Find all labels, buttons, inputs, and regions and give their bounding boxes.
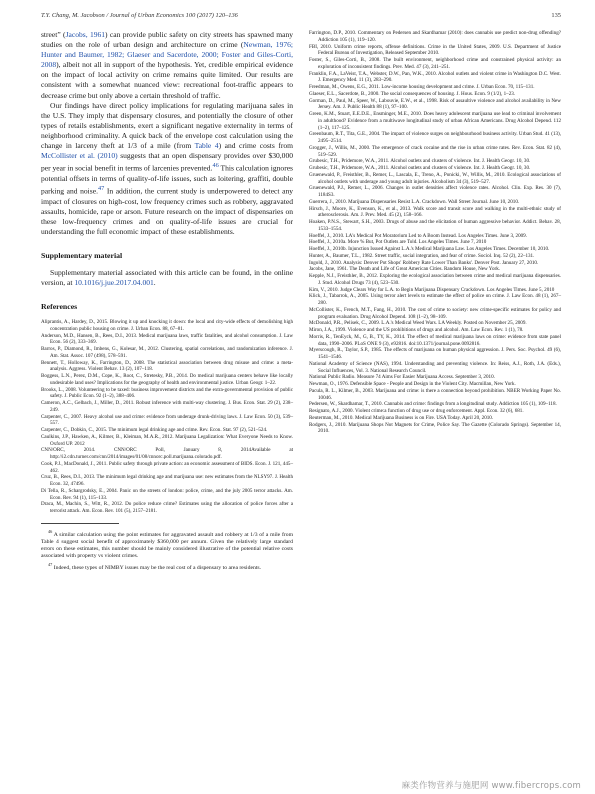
right-column <box>309 30 561 435</box>
reference-entry: Jacobs, Jane, 1961. The Death and Life of Great American Cities. Random House, New York. <box>309 266 501 273</box>
reference-entry: Guerrera, J., 2010. Marijuana Dispensaries Resist L.A. Crackdown. Wall Street Journal. June 10, 2010. <box>309 198 520 205</box>
running-header <box>41 12 561 24</box>
reference-entry: Gorman, D., Paul, M., Speer, W., Labouvie, E.W., et al., 1998. Risk of assaultive violence and alcohol availability in New Jersey. Am. J. Public Health 88 (1), 97–100. <box>309 97 561 111</box>
text-run: In addition, the current study is underpowered to detect any impact of closures on high-cost, low frequency crimes such as robbery, aggravated assaults, homicide, rape or arson. Future research on the impact of dispensaries on these low-frequency crimes and on quality-of-life issues are crucial for understanding the full economic impact of these establishments. <box>41 186 293 236</box>
footnote-number: 47 <box>48 561 53 567</box>
site-watermark: 麻类作物营养与施肥网 www.fibercrops.com <box>401 781 581 791</box>
references-list-right <box>309 30 561 435</box>
reference-entry: Gruenewald, P.J., Remer, L., 2006. Changes in outlet densities affect violence rates. Alcohol. Clin. Exp. Res. 30 (7), 1184S3. <box>309 185 561 198</box>
reference-entry: Kepple, N.J., Freisthler, B., 2012. Exploring the ecological association between crime and medical marijuana dispensaries. J. Stud. Alcohol Drugs 73 (4), 523–530. <box>309 273 561 286</box>
text-run: street” ( <box>41 30 66 39</box>
supplementary-text-block <box>41 268 293 288</box>
reference-entry: Pacula, R. L., Kilmer, B., 2003. Marijuana and crime: is there a connection beyond prohibition. NBER Working Paper No. 10046. <box>309 387 561 401</box>
reference-entry: Grubesic, T.H., Pridemore, W.A., 2011. Alcohol outlets and clusters of violence. Int. J. Health Geogr. 10, 30. <box>309 165 531 171</box>
reference-entry: Reuterman, M., 2010. Medical Marijuana Business is on Fire. USA Today. April 20, 2010. <box>309 414 494 421</box>
text-run: Our findings have direct policy implications for regulating marijuana sales in the U.S. They imply that dispensary closures, and potentially the closure of other types of retails establishments, exert a significant negative externality in terms of neighborhood criminality. A quick back of the envelope cost calculation using the change in larceny theft at 1/3 of a mile (from <box>41 100 293 151</box>
reference-entry: Aliprantis, A., Hardey, D., 2015. Blowing it up and knocking it down: the local and city-wide effects of demolishing high concentration public housing on crime. J. Urban Econ. 88, 67–81. <box>41 319 293 332</box>
reference-entry: Bennett, T., Holloway, K., Farrington, D., 2008. The statistical association between drug misuse and crime: a meta-analysis. Aggress. Violent Behav. 13 (2), 107–118. <box>41 359 293 373</box>
references-heading: References <box>41 302 78 312</box>
reference-entry: Gruenewald, P., Freisthler, B., Remer, L., Lascala, E., Treno, A., Ponicki, W., Willis, M., 2010. Ecological associations of alcohol outlets with underage and young adult injuries. Alcoholism 34 (3), 519–527. <box>309 171 561 185</box>
footnotes <box>41 528 293 572</box>
reference-entry: Kim, V., 2010. Judge Clears Way for L.A. to Begin Marijuana Dispensary Crackdown. Los Angeles Times. June 5, 2010 <box>309 286 555 293</box>
citation-link[interactable]: McCollister et al. (2010) <box>41 151 118 161</box>
reference-entry: Di Tella, R., Schargrodsky, E., 2004. Panic on the streets of london: police, crime, and the july 2005 terror attacks. Am. Econ. Rev. 94 (1), 115–133. <box>41 487 293 501</box>
reference-entry: Freedman, M., Owens, E.G., 2011. Low-income housing development and crime. J. Urban Econ. 70, 115–131. <box>309 84 535 90</box>
footnote-marker[interactable]: 47 <box>97 184 105 192</box>
reference-entry: Hoeffel, J., 2010. LA's Medical Pot Moratorium Led to A Boom Instead. Los Angeles Times. June 3, 2009. <box>309 232 528 239</box>
reference-entry: Pedersen, W., Skardhamar, T., 2010. Cannabis and crime: findings from a longitudinal study. Addiction 105 (1), 109–118. <box>309 401 557 408</box>
reference-entry: Cameron, A.C., Gelbach, J., Miller, D., 2011. Robust inference with multi-way clustering. J. Bus. Econ. Stat. 29 (2), 238–249. <box>41 400 293 413</box>
citation-link[interactable]: 10.1016/j.jue.2017.04.001 <box>74 278 154 287</box>
page-number: 135 <box>551 12 561 19</box>
reference-entry: Caulkins, J.P., Hawken, A., Kilmer, B., Kleiman, M.A.R., 2012. Marijuana Legalization: What Everyone Needs to Know. Oxford UP. 2012 <box>41 433 293 447</box>
footnote-text: A similar calculation using the point estimates for aggravated assault and robbery at 1/3 of a mile from Table 4 suggest social benefit of approximately $360,000 per annum. Given the relatively large standard errors on these estimates, this number should be mainly considered illustrative of the potential relative costs associated with property vs violent crimes. <box>41 531 293 560</box>
reference-entry: Cruz, B., Rees, D.I., 2013. The minimum legal drinking age and marijuana use: new estimates from the NLSY97. J. Health Econ. 32, 47496. <box>41 474 293 488</box>
reference-entry: Barros, P., Diamond, R., Imbens, G., Kolesar, M., 2012. Clustering, spatial correlations, and randomization inference. J. Am. Stat. Assoc. 107 (498), 578–591. <box>41 346 293 359</box>
reference-entry: FBI, 2010. Uniform crime reports, offense definitions. Crime in the United States, 2009. U.S. Department of Justice Federal Bureau of Investigation, Released September 2010. <box>309 43 561 57</box>
body-text <box>41 30 293 237</box>
reference-entry: Hoeffel, J., 2010a. More % But, Pot Outlets are Told. Los Angeles Times. June 7, 2010 <box>309 239 487 246</box>
reference-entry: Hirsch, J., Moore, K., Evenson, K., et al., 2013. Walk score and transit score and walking in the multi-ethnic study of atherosclerosis. Am. J. Prev. Med. 45 (2), 158–166. <box>309 205 561 219</box>
reference-entry: Draca, M., Machin, S., Witt, R., 2012. Do police reduce crime? Estimates using the allocation of police forces after a terrorist attack. Am. Econ. Rev. 101 (5), 2157–2181. <box>41 501 293 515</box>
reference-entry: Morris, R., TenEyck, M., G, B., TY, K., 2014. The effect of medical marijuana laws on crime: evidence from state panel data, 1990–2006. PLoS ONE 9 (3), e92816. doi:10.1371/journal.pone.0092816. <box>309 333 561 347</box>
text-run: ), albeit not all in support of the hypothesis. Yet, credible empirical evidence on the impact of local activity on crime remains quite limited. Our results are consistent with a somewhat nuanced view: recreational foot-traffic appears to decrease crime but only above a certain threshold of traffic. <box>41 60 293 100</box>
reference-entry: Grogger, J., Willis, M., 2000. The emergence of crack cocaine and the rise in urban crime rates. Rev. Econ. Stat. 82 (4), 519–529. <box>309 144 561 158</box>
references-list-left <box>41 319 293 515</box>
footnote-46 <box>41 528 293 561</box>
text-run: ) can provide public safety on city streets has spawned many studies on the role of urban design and architecture on crime ( <box>41 30 293 50</box>
footnote-number: 46 <box>48 528 53 534</box>
citation-link[interactable]: Newman, 1976; Hunter and Baumer, 1982; Glaeser and Sacerdote, 2000; Foster and Giles-Corti, 2008 <box>41 40 294 70</box>
reference-entry: Ingold, J., 2010. Analysis: Denver Pot Shops' Robbery Rate Lower Than Banks'. Denver Post. January 27, 2010. <box>309 259 539 266</box>
text-run: Supplementary material associated with this article can be found, in the online version, at <box>41 267 293 287</box>
reference-entry: Hunter, A., Baumer, T.L., 1982. Street traffic, social integration, and fear of crime. Sociol. Inq. 52 (2), 22–131. <box>309 252 535 259</box>
supplementary-paragraph <box>41 268 293 288</box>
reference-entry: McDonald, P.R., Pelisek, C., 2009. L.A.'s Medical Weed Wars. LA Weekly. Posted on November 25, 2009. <box>309 320 527 327</box>
reference-entry: Hoaken, P.N.S., Stewart, S.H., 2003. Drugs of abuse and the elicitation of human aggressive behavior. Addict. Behav. 28, 1533–1554. <box>309 219 561 232</box>
reference-entry: Boggess, L.N., Perez, D.M., Cope, K., Root, C., Stretesky, P.B., 2014. Do medical marijuana centers behave like locally undesirable land uses? Implications for the geography of health and environmental justice. Urban Geogr. 1–22. <box>41 373 293 386</box>
paragraph-street-design <box>41 30 293 101</box>
text-run: suggests that an open dispensary provides over $30,000 per year in social benefit in terms of larcenies prevented. <box>41 151 293 173</box>
citation-link[interactable]: Table 4 <box>194 141 219 151</box>
reference-entry: Carpenter, C., 2007. Heavy alcohol use and crime: evidence from underage drunk-driving laws. J. Law Econ. 50 (3), 539–557. <box>41 413 293 427</box>
reference-entry: Resignato, A.J., 2000. Violent crime:a function of drug use or drug enforcement. Appl. Econ. 32 (6), 681. <box>309 408 524 414</box>
footnote-text: Indeed, these types of NIMBY issues may be the real cost of a dispensary to area residents. <box>52 564 262 571</box>
reference-entry: Rodgers, J., 2010. Marijuana Shops Not Magnets for Crime, Police Say. The Gazette (Colorado Springs). September 14, 2010. <box>309 421 561 435</box>
reference-entry: Klick, J., Tabarrok, A., 2005. Using terror alert levels to estimate the effect of police on crime. J. Law Econ. 48 (1), 267–280. <box>309 293 561 306</box>
reference-entry: National Academy of Science (NAS), 1994. Understanding and preventing violence. In: Reiss, A.J., Roth, J.A. (Eds.), Social Influences, Vol. 3. National Research Council. <box>309 360 561 374</box>
reference-entry: Myerscough, R., Taylor, S.P., 1985. The effects of marijuana on human physical aggression. J. Pers. Soc. Psychol. 49 (6), 1541–1546. <box>309 347 561 360</box>
reference-entry: Carpenter, C., Dobkin, C., 2015. The minimum legal drinking age and crime. Rev. Econ. Stat. 97 (2), 521–524. <box>41 427 268 434</box>
reference-entry: Miron, J.A., 1999. Violence and the US prohibitions of drugs and alcohol. Am. Law Econ. Rev. 1 (1), 78. <box>309 327 524 333</box>
citation-link[interactable]: Jacobs, 1961 <box>65 30 106 39</box>
reference-entry: McCollister, K., French, M.T., Fang, H., 2010. The cost of crime to society: new crime-specific estimates for policy and program evaluation. Drug Alcohol Depend. 108 (1–2), 98–109. <box>309 306 561 320</box>
reference-entry: Franklin, F.A., LaVeist, T.A., Webster, D.W., Pan, W.K., 2010. Alcohol outlets and violent crime in Washington D.C. West. J. Emergency Med. 11 (3), 283–290. <box>309 70 561 84</box>
reference-entry: Glaeser, E.L., Sacerdote, B., 2000. The social consequences of housing. J. Hous. Econ. 9 (1/2), 1–23. <box>309 90 516 97</box>
reference-entry: Anderson, M.D., Hansen, B., Rees, D.I., 2013. Medical marijuana laws, traffic fatalities, and alcohol consumption. J. Law Econ. 56 (2), 333–369. <box>41 332 293 346</box>
footnote-divider <box>41 523 119 524</box>
reference-entry: Greenbaum, R.T., Tita, G.E., 2004. The impact of violence surges on neighbourhood business activity. Urban Stud. 41 (13), 2495–2514. <box>309 131 561 144</box>
text-run: . <box>153 278 156 287</box>
reference-entry: Farrington, D.P., 2010. Commentary on Pedersen and Skardhamar (2010): does cannabis use predict non-drug offending? Addiction 105 (1), 119–120. <box>309 30 561 43</box>
journal-citation: T.Y. Chang, M. Jacobson / Journal of Urban Economics 100 (2017) 120–136 <box>41 12 238 19</box>
reference-entry: Newman, O., 1976. Defensible Space - People and Design in the Violent City. Macmillan, New York. <box>309 381 516 387</box>
text-run: ) and crime costs from <box>218 141 293 151</box>
reference-entry: Grubesic, T.H., Pridemore, W.A., 2011. Alcohol outlets and clusters of violence. Int. J. Health Geogr. 10, 30. <box>309 158 531 165</box>
reference-entry: Green, K.M., Stuart, E.E.D.E., Ensminger, M.E., 2010. Does heavy adolescent marijuana use lead to criminal involvement in adulthood? Evidence from a multiwave longitudinal study of urban African Americans. Drug Alcohol Depend. 112 (1–2), 117–125. <box>309 111 561 131</box>
supplementary-heading: Supplementary material <box>41 250 123 260</box>
reference-entry: Foster, S., Giles-Corti, B., 2008. The built environment, neighborhood crime and constrained physical activity: an exploration of inconsistent findings. Prev. Med. 47 (3), 241–251. <box>309 57 561 70</box>
footnote-marker[interactable]: 46 <box>212 162 219 170</box>
reference-entry: CNN/ORC, 2014. CNN/ORC Poll, January 8, 2014Available at http://i2.cdn.turner.com/cnn/2014/images/01/08/cnnorc.poll.marijuana.colorado.pdf. <box>41 447 293 461</box>
reference-entry: Brooks, L., 2008. Volunteering to be taxed: business improvement districts and the extra-governmental provision of public safety. J. Public Econ. 92 (1–2), 388–406. <box>41 386 293 400</box>
reference-entry: Cook, P.J., MacDonald, J., 2011. Public safety through private action: an economic assessment of BIDS. Econ. J. 121, 445–462. <box>41 460 293 474</box>
text-run: This calculation ignores potential offsets in terms of quality-of-life issues, such as loitering, graffiti, double parking and noise. <box>41 163 293 196</box>
paragraph-policy-implications <box>41 101 293 237</box>
reference-entry: National Public Radio. Measure 74 Aims For Easier Marijuana Access. September 3, 2010. <box>309 374 495 381</box>
footnote-47 <box>41 561 293 572</box>
left-column <box>41 30 293 572</box>
reference-entry: Hoeffel, J., 2010b. Injunction Issued Against L.A.'s Medical Marijuana Law. Los Angeles Times. December 10, 2010. <box>309 246 550 252</box>
